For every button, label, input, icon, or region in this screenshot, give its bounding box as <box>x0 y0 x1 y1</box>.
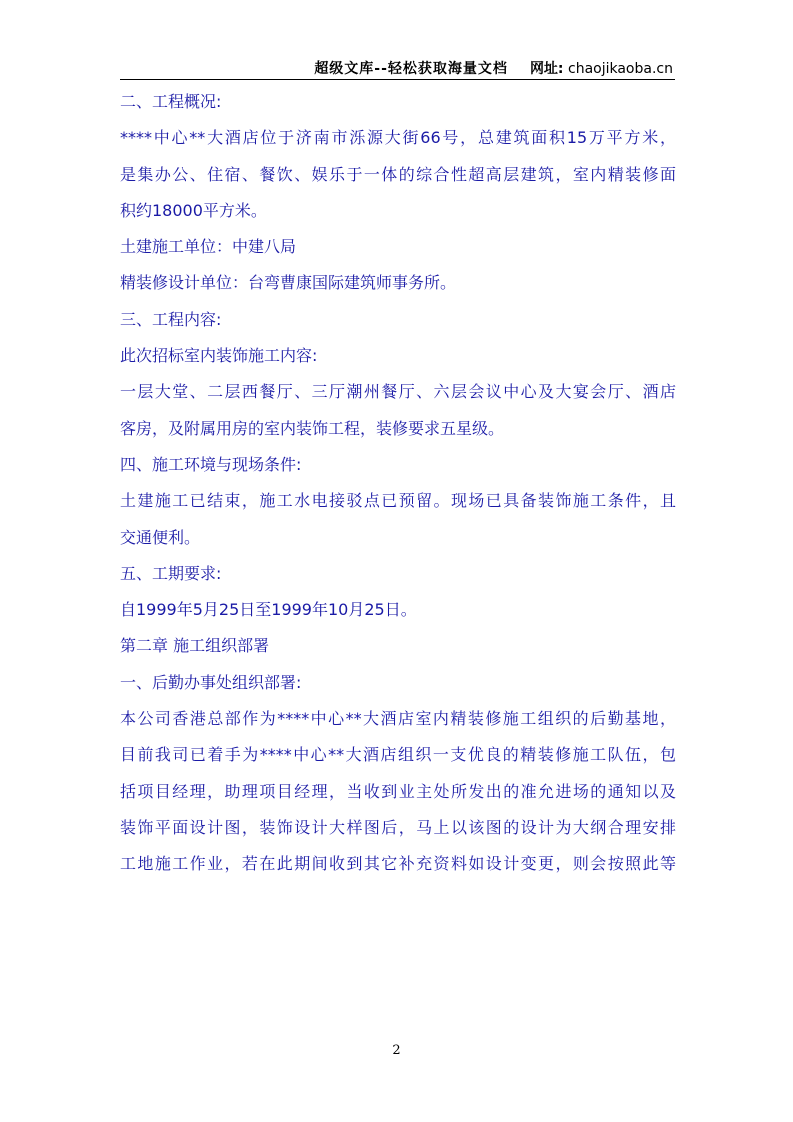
section-heading: 四、施工环境与现场条件: <box>120 454 302 474</box>
page-header <box>120 54 675 80</box>
paragraph-line: 是集办公、住宿、餐饮、娱乐于一体的综合性超高层建筑，室内精装修面 <box>120 164 676 184</box>
header-brand: 超级文库--轻松获取海量文档 <box>314 61 508 77</box>
paragraph-line: 括项目经理，助理项目经理，当收到业主处所发出的准允进场的通知以及 <box>120 781 676 801</box>
paragraph-line: 目前我司已着手为****中心**大酒店组织一支优良的精装修施工队伍，包 <box>120 745 676 765</box>
document-body <box>120 84 676 883</box>
paragraph-line: 土建施工已结束，施工水电接驳点已预留。现场已具备装饰施工条件，且 <box>120 491 676 511</box>
page-number: 2 <box>392 1043 401 1058</box>
paragraph-line: 积约18000平方米。 <box>120 200 267 220</box>
section-heading: 二、工程概况: <box>120 92 222 111</box>
paragraph-line: 精装修设计单位：台弯曹康国际建筑师事务所。 <box>120 273 457 293</box>
section-heading: 五、工期要求: <box>120 563 222 583</box>
paragraph-line: 自1999年5月25日至1999年10月25日。 <box>120 600 417 620</box>
paragraph-line: 土建施工单位：中建八局 <box>120 237 297 257</box>
paragraph-line: 装饰平面设计图，装饰设计大样图后，马上以该图的设计为大纲合理安排 <box>120 817 676 837</box>
paragraph-line: 此次招标室内装饰施工内容: <box>120 346 318 366</box>
header-url-label: 网址: <box>529 61 564 77</box>
section-heading: 三、工程内容: <box>120 309 222 329</box>
paragraph-line: 工地施工作业，若在此期间收到其它补充资料如设计变更，则会按照此等 <box>120 854 676 874</box>
paragraph-line: 本公司香港总部作为****中心**大酒店室内精装修施工组织的后勤基地， <box>120 709 676 729</box>
paragraph-line: ****中心**大酒店位于济南市泺源大街66号，总建筑面积15万平方米， <box>120 128 676 148</box>
section-heading: 一、后勤办事处组织部署: <box>120 672 302 692</box>
header-text <box>314 58 673 78</box>
paragraph-line: 客房，及附属用房的室内装饰工程，装修要求五星级。 <box>120 418 505 438</box>
chapter-heading: 第二章 施工组织部署 <box>120 636 270 656</box>
header-url[interactable]: chaojikaoba.cn <box>568 61 673 77</box>
paragraph-line: 一层大堂、二层西餐厅、三厅潮州餐厅、六层会议中心及大宴会厅、酒店 <box>120 382 676 402</box>
paragraph-line: 交通便利。 <box>120 527 201 547</box>
